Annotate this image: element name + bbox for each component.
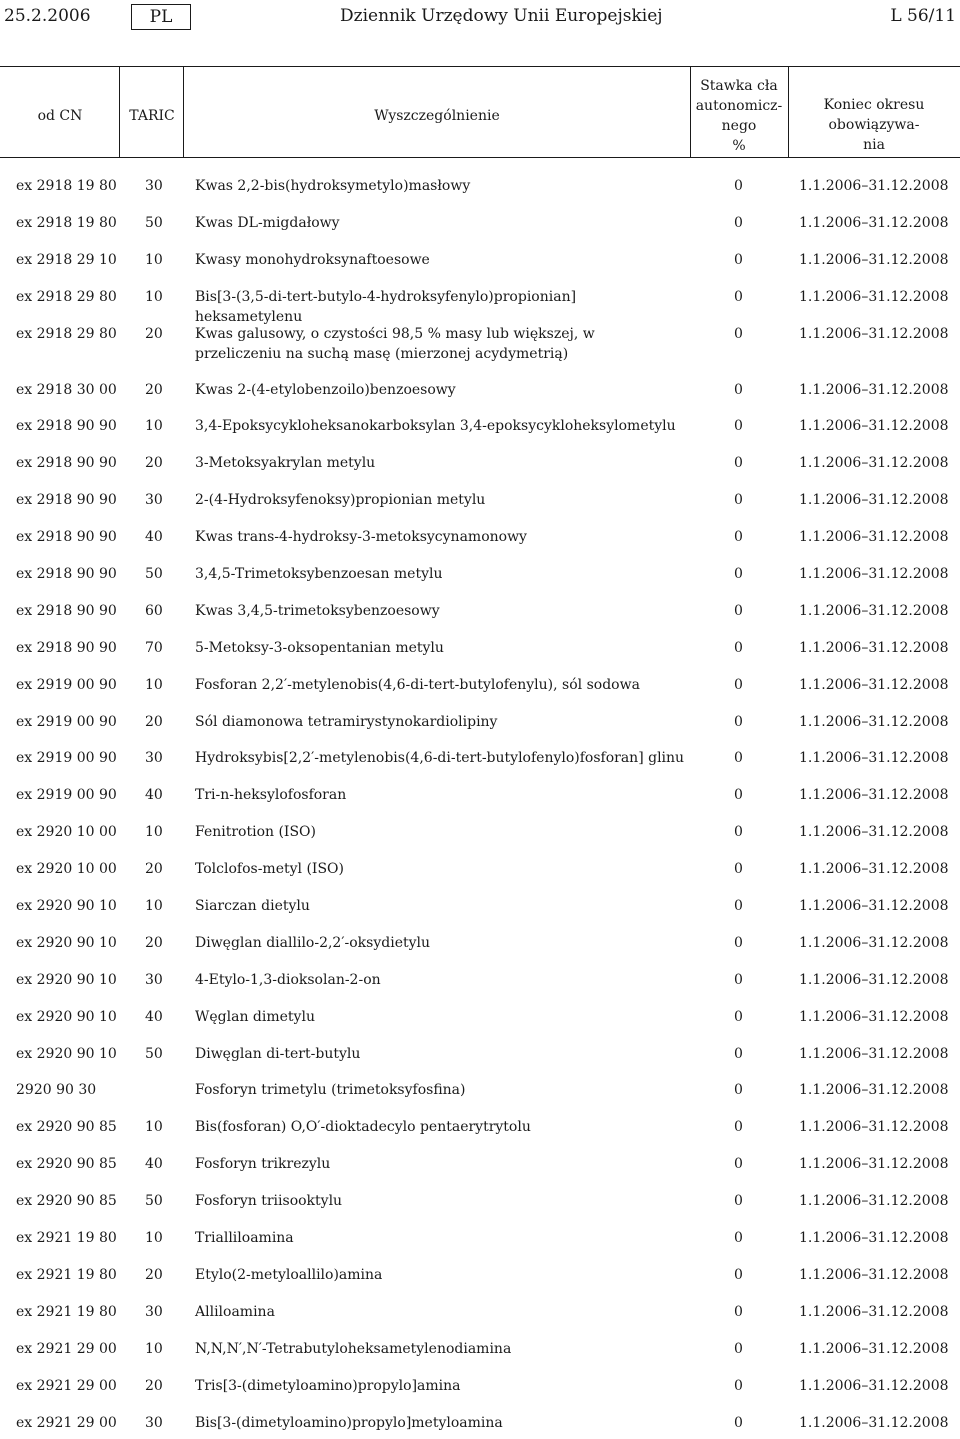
cn-code-cell: ex 2919 00 90	[16, 748, 116, 768]
validity-period-cell: 1.1.2006–31.12.2008	[799, 1339, 959, 1359]
description-cell: 2-(4-Hydroksyfenoksy)propionian metylu	[195, 490, 685, 510]
taric-code-cell: 50	[145, 1044, 185, 1064]
validity-period-cell: 1.1.2006–31.12.2008	[799, 859, 959, 879]
duty-rate-cell: 0	[734, 453, 754, 473]
validity-period-cell: 1.1.2006–31.12.2008	[799, 176, 959, 196]
validity-period-cell: 1.1.2006–31.12.2008	[799, 822, 959, 842]
table-row	[0, 1403, 960, 1439]
cn-code-cell: ex 2918 19 80	[16, 213, 116, 233]
table-row	[0, 1070, 960, 1107]
duty-rate-cell: 0	[734, 1265, 754, 1285]
table-row	[0, 923, 960, 960]
taric-code-cell: 10	[145, 1228, 185, 1248]
taric-code-cell: 20	[145, 1265, 185, 1285]
duty-rate-cell: 0	[734, 785, 754, 805]
description-cell: Kwas 2-(4-etylobenzoilo)benzoesowy	[195, 380, 685, 400]
rate-header-line: nego	[690, 116, 788, 136]
description-cell: Kwas 2,2-bis(hydroksymetylo)masłowy	[195, 176, 685, 196]
duty-rate-cell: 0	[734, 176, 754, 196]
cn-code-cell: ex 2918 90 90	[16, 416, 116, 436]
validity-period-cell: 1.1.2006–31.12.2008	[799, 1413, 959, 1433]
validity-period-cell: 1.1.2006–31.12.2008	[799, 785, 959, 805]
description-cell: Hydroksybis[2,2′-metylenobis(4,6-di-tert-butylofenylo)fosforan] glinu	[195, 748, 685, 768]
duty-rate-cell: 0	[734, 1044, 754, 1064]
table-row	[0, 370, 960, 407]
cn-code-cell: ex 2919 00 90	[16, 675, 116, 695]
validity-period-cell: 1.1.2006–31.12.2008	[799, 453, 959, 473]
cn-code-cell: ex 2920 90 10	[16, 896, 116, 916]
taric-code-cell: 30	[145, 490, 185, 510]
description-cell: Trialliloamina	[195, 1228, 685, 1248]
description-cell: Fosforan 2,2′-metylenobis(4,6-di-tert-butylofenylu), sól sodowa	[195, 675, 685, 695]
description-cell: Fenitrotion (ISO)	[195, 822, 685, 842]
validity-period-cell: 1.1.2006–31.12.2008	[799, 1228, 959, 1248]
validity-period-cell: 1.1.2006–31.12.2008	[799, 1154, 959, 1174]
table-row	[0, 517, 960, 554]
column-header-rate	[690, 76, 788, 156]
table-row	[0, 314, 960, 370]
duty-rate-cell: 0	[734, 1302, 754, 1322]
rate-header-line: autonomicz-	[690, 96, 788, 116]
cn-code-cell: ex 2919 00 90	[16, 785, 116, 805]
validity-period-cell: 1.1.2006–31.12.2008	[799, 564, 959, 584]
duty-rate-cell: 0	[734, 416, 754, 436]
cn-code-cell: ex 2920 90 10	[16, 1044, 116, 1064]
table-row	[0, 1292, 960, 1329]
description-cell: Kwas trans-4-hydroksy-3-metoksycynamonowy	[195, 527, 685, 547]
taric-code-cell: 50	[145, 564, 185, 584]
description-cell: Bis[3-(3,5-di-tert-butylo-4-hydroksyfenylo)propionian] heksametylenu	[195, 287, 685, 327]
cn-code-cell: ex 2920 90 10	[16, 933, 116, 953]
description-cell: Bis(fosforan) O,O′-dioktadecylo pentaerytrytolu	[195, 1117, 685, 1137]
validity-period-cell: 1.1.2006–31.12.2008	[799, 1044, 959, 1064]
table-row	[0, 849, 960, 886]
table-row	[0, 277, 960, 314]
table-row	[0, 1218, 960, 1255]
cn-code-cell: ex 2919 00 90	[16, 712, 116, 732]
validity-period-cell: 1.1.2006–31.12.2008	[799, 748, 959, 768]
cn-code-cell: ex 2918 90 90	[16, 564, 116, 584]
page-reference: L 56/11	[890, 6, 956, 26]
taric-code-cell: 70	[145, 638, 185, 658]
description-cell: Fosforyn trikrezylu	[195, 1154, 685, 1174]
description-cell: 3,4,5-Trimetoksybenzoesan metylu	[195, 564, 685, 584]
table-row	[0, 554, 960, 591]
table-row	[0, 203, 960, 240]
description-cell: Diwęglan di-tert-butylu	[195, 1044, 685, 1064]
taric-code-cell: 20	[145, 324, 185, 344]
taric-code-cell: 30	[145, 1302, 185, 1322]
column-header-taric: TARIC	[120, 106, 184, 126]
description-cell: Fosforyn triisooktylu	[195, 1191, 685, 1211]
cn-code-cell: ex 2920 90 85	[16, 1191, 116, 1211]
taric-code-cell: 10	[145, 1117, 185, 1137]
description-cell: Kwas DL-migdałowy	[195, 213, 685, 233]
description-cell: Kwas 3,4,5-trimetoksybenzoesowy	[195, 601, 685, 621]
language-badge: PL	[131, 4, 191, 30]
taric-code-cell: 30	[145, 748, 185, 768]
cn-code-cell: ex 2918 29 80	[16, 287, 116, 307]
cn-code-cell: ex 2921 19 80	[16, 1228, 116, 1248]
duty-rate-cell: 0	[734, 675, 754, 695]
table-row	[0, 702, 960, 739]
taric-code-cell: 10	[145, 822, 185, 842]
table-row	[0, 1255, 960, 1292]
table-row	[0, 240, 960, 277]
validity-period-cell: 1.1.2006–31.12.2008	[799, 638, 959, 658]
table-row	[0, 628, 960, 665]
validity-period-cell: 1.1.2006–31.12.2008	[799, 1302, 959, 1322]
validity-period-cell: 1.1.2006–31.12.2008	[799, 712, 959, 732]
duty-rate-cell: 0	[734, 1080, 754, 1100]
description-cell: 3,4-Epoksycykloheksanokarboksylan 3,4-epoksycykloheksylometylu	[195, 416, 685, 436]
taric-code-cell: 20	[145, 1376, 185, 1396]
duty-rate-cell: 0	[734, 601, 754, 621]
validity-period-cell: 1.1.2006–31.12.2008	[799, 287, 959, 307]
taric-code-cell: 10	[145, 250, 185, 270]
journal-title: Dziennik Urzędowy Unii Europejskiej	[340, 6, 663, 26]
taric-code-cell: 30	[145, 176, 185, 196]
publication-date: 25.2.2006	[4, 6, 91, 26]
duty-rate-cell: 0	[734, 1413, 754, 1433]
description-cell: Bis[3-(dimetyloamino)propylo]metyloamina	[195, 1413, 685, 1433]
duty-rate-cell: 0	[734, 527, 754, 547]
table-row	[0, 812, 960, 849]
cn-code-cell: 2920 90 30	[16, 1080, 116, 1100]
validity-period-cell: 1.1.2006–31.12.2008	[799, 380, 959, 400]
duty-rate-cell: 0	[734, 1339, 754, 1359]
cn-code-cell: ex 2920 10 00	[16, 859, 116, 879]
duty-rate-cell: 0	[734, 1117, 754, 1137]
cn-code-cell: ex 2920 90 85	[16, 1154, 116, 1174]
column-header-period	[788, 95, 960, 155]
cn-code-cell: ex 2920 90 10	[16, 970, 116, 990]
duty-rate-cell: 0	[734, 1228, 754, 1248]
validity-period-cell: 1.1.2006–31.12.2008	[799, 1376, 959, 1396]
cn-code-cell: ex 2921 19 80	[16, 1265, 116, 1285]
period-header-line: Koniec okresu obowiązywa-	[788, 95, 960, 135]
column-header-cn: od CN	[0, 106, 120, 126]
duty-rate-cell: 0	[734, 1191, 754, 1211]
description-cell: 5-Metoksy-3-oksopentanian metylu	[195, 638, 685, 658]
cn-code-cell: ex 2921 19 80	[16, 1302, 116, 1322]
validity-period-cell: 1.1.2006–31.12.2008	[799, 675, 959, 695]
cn-code-cell: ex 2918 19 80	[16, 176, 116, 196]
table-row	[0, 738, 960, 775]
column-header-description: Wyszczególnienie	[184, 106, 690, 126]
taric-code-cell: 20	[145, 712, 185, 732]
description-cell: 3-Metoksyakrylan metylu	[195, 453, 685, 473]
duty-rate-cell: 0	[734, 933, 754, 953]
description-cell: Alliloamina	[195, 1302, 685, 1322]
validity-period-cell: 1.1.2006–31.12.2008	[799, 1117, 959, 1137]
period-header-line: nia	[788, 135, 960, 155]
duty-rate-cell: 0	[734, 712, 754, 732]
validity-period-cell: 1.1.2006–31.12.2008	[799, 213, 959, 233]
validity-period-cell: 1.1.2006–31.12.2008	[799, 601, 959, 621]
duty-rate-cell: 0	[734, 1376, 754, 1396]
validity-period-cell: 1.1.2006–31.12.2008	[799, 416, 959, 436]
validity-period-cell: 1.1.2006–31.12.2008	[799, 933, 959, 953]
cn-code-cell: ex 2921 29 00	[16, 1376, 116, 1396]
validity-period-cell: 1.1.2006–31.12.2008	[799, 527, 959, 547]
cn-code-cell: ex 2918 90 90	[16, 453, 116, 473]
description-cell: Kwasy monohydroksynaftoesowe	[195, 250, 685, 270]
taric-code-cell: 10	[145, 896, 185, 916]
duty-rate-cell: 0	[734, 213, 754, 233]
taric-code-cell: 20	[145, 933, 185, 953]
table-row	[0, 1329, 960, 1366]
table-row	[0, 1107, 960, 1144]
taric-code-cell: 50	[145, 1191, 185, 1211]
table-row	[0, 1181, 960, 1218]
cn-code-cell: ex 2918 90 90	[16, 601, 116, 621]
taric-code-cell: 30	[145, 1413, 185, 1433]
description-cell: Węglan dimetylu	[195, 1007, 685, 1027]
taric-code-cell: 40	[145, 785, 185, 805]
duty-rate-cell: 0	[734, 250, 754, 270]
validity-period-cell: 1.1.2006–31.12.2008	[799, 1191, 959, 1211]
duty-rate-cell: 0	[734, 896, 754, 916]
cn-code-cell: ex 2918 29 80	[16, 324, 116, 344]
duty-rate-cell: 0	[734, 638, 754, 658]
duty-rate-cell: 0	[734, 380, 754, 400]
cn-code-cell: ex 2921 29 00	[16, 1413, 116, 1433]
taric-code-cell: 20	[145, 453, 185, 473]
duty-rate-cell: 0	[734, 859, 754, 879]
description-cell: Tris[3-(dimetyloamino)propylo]amina	[195, 1376, 685, 1396]
duty-rate-cell: 0	[734, 822, 754, 842]
cn-code-cell: ex 2918 90 90	[16, 490, 116, 510]
cn-code-cell: ex 2918 30 00	[16, 380, 116, 400]
description-cell: Tri-n-heksylofosforan	[195, 785, 685, 805]
page-header	[0, 0, 960, 38]
description-cell: Sól diamonowa tetramirystynokardiolipiny	[195, 712, 685, 732]
taric-code-cell: 10	[145, 287, 185, 307]
taric-code-cell: 40	[145, 1007, 185, 1027]
taric-code-cell: 60	[145, 601, 185, 621]
taric-code-cell: 10	[145, 675, 185, 695]
table-row	[0, 166, 960, 203]
cn-code-cell: ex 2918 29 10	[16, 250, 116, 270]
table-row	[0, 443, 960, 480]
table-row	[0, 406, 960, 443]
taric-code-cell: 20	[145, 380, 185, 400]
description-cell: Fosforyn trimetylu (trimetoksyfosfina)	[195, 1080, 685, 1100]
description-cell: 4-Etylo-1,3-dioksolan-2-on	[195, 970, 685, 990]
table-row	[0, 997, 960, 1034]
duty-rate-cell: 0	[734, 490, 754, 510]
validity-period-cell: 1.1.2006–31.12.2008	[799, 250, 959, 270]
description-cell: Siarczan dietylu	[195, 896, 685, 916]
cn-code-cell: ex 2918 90 90	[16, 638, 116, 658]
taric-code-cell: 10	[145, 416, 185, 436]
table-row	[0, 775, 960, 812]
duty-rate-cell: 0	[734, 748, 754, 768]
validity-period-cell: 1.1.2006–31.12.2008	[799, 490, 959, 510]
cn-code-cell: ex 2918 90 90	[16, 527, 116, 547]
validity-period-cell: 1.1.2006–31.12.2008	[799, 896, 959, 916]
description-cell: Kwas galusowy, o czystości 98,5 % masy lub większej, w przeliczeniu na suchą masę (mierzonej acydymetrią)	[195, 324, 685, 364]
description-cell: Diwęglan diallilo-2,2′-oksydietylu	[195, 933, 685, 953]
validity-period-cell: 1.1.2006–31.12.2008	[799, 1007, 959, 1027]
duty-rate-cell: 0	[734, 287, 754, 307]
taric-code-cell: 30	[145, 970, 185, 990]
cn-code-cell: ex 2920 90 10	[16, 1007, 116, 1027]
table-body	[0, 166, 960, 1439]
table-row	[0, 1366, 960, 1403]
table-row	[0, 480, 960, 517]
table-row	[0, 591, 960, 628]
rate-header-line: Stawka cła	[690, 76, 788, 96]
duty-rate-cell: 0	[734, 970, 754, 990]
description-cell: Tolclofos-metyl (ISO)	[195, 859, 685, 879]
duty-rate-cell: 0	[734, 564, 754, 584]
cn-code-cell: ex 2920 90 85	[16, 1117, 116, 1137]
cn-code-cell: ex 2921 29 00	[16, 1339, 116, 1359]
table-row	[0, 1034, 960, 1071]
taric-code-cell: 20	[145, 859, 185, 879]
description-cell: Etylo(2-metyloallilo)amina	[195, 1265, 685, 1285]
table-row	[0, 1144, 960, 1181]
taric-code-cell: 40	[145, 1154, 185, 1174]
taric-code-cell: 50	[145, 213, 185, 233]
validity-period-cell: 1.1.2006–31.12.2008	[799, 1265, 959, 1285]
duty-rate-cell: 0	[734, 1154, 754, 1174]
validity-period-cell: 1.1.2006–31.12.2008	[799, 324, 959, 344]
description-cell: N,N,N′,N′-Tetrabutyloheksametylenodiamina	[195, 1339, 685, 1359]
validity-period-cell: 1.1.2006–31.12.2008	[799, 1080, 959, 1100]
taric-code-cell: 40	[145, 527, 185, 547]
table-header	[0, 66, 960, 158]
table-row	[0, 886, 960, 923]
table-row	[0, 665, 960, 702]
cn-code-cell: ex 2920 10 00	[16, 822, 116, 842]
table-row	[0, 960, 960, 997]
validity-period-cell: 1.1.2006–31.12.2008	[799, 970, 959, 990]
taric-code-cell: 10	[145, 1339, 185, 1359]
duty-rate-cell: 0	[734, 1007, 754, 1027]
duty-rate-cell: 0	[734, 324, 754, 344]
rate-header-line: %	[690, 136, 788, 156]
